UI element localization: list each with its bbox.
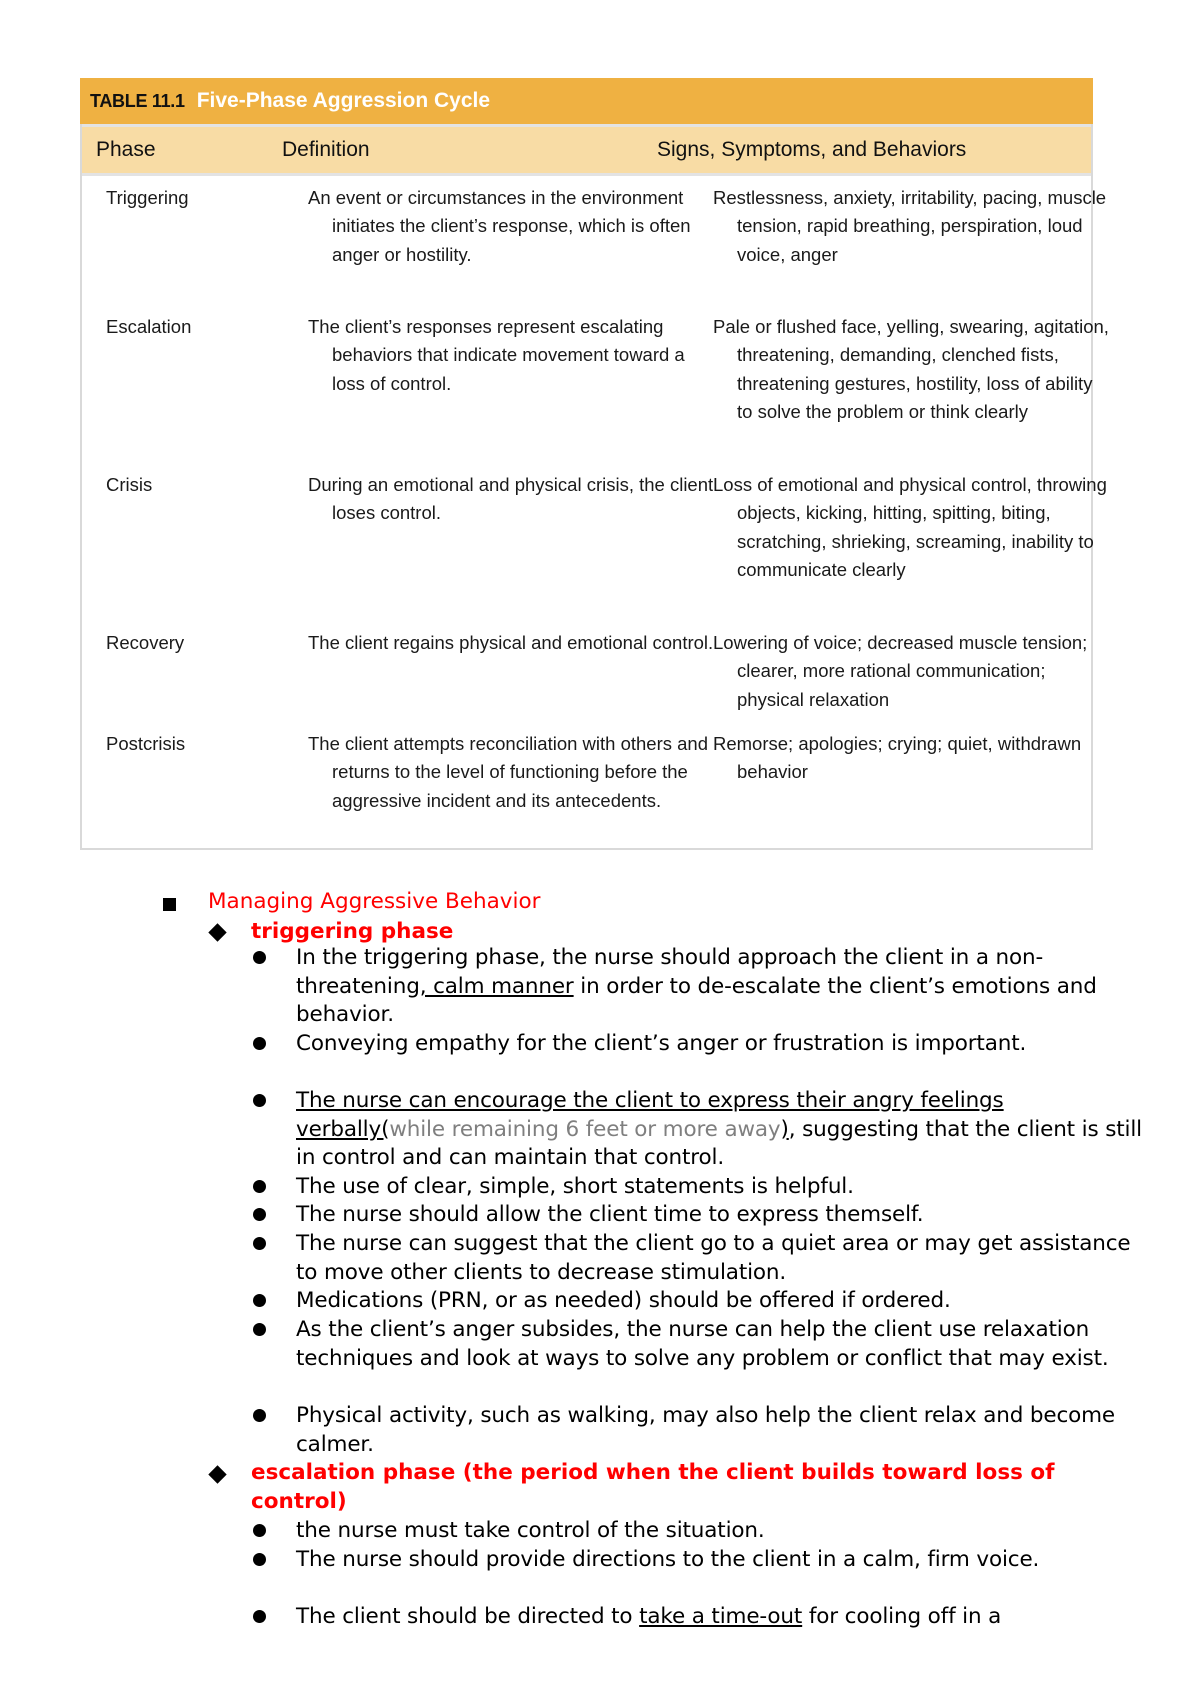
dot-bullet-icon bbox=[253, 1294, 266, 1307]
underlined-text: ) bbox=[780, 1116, 789, 1142]
list-item: The nurse should allow the client time to express themself. bbox=[296, 1202, 924, 1227]
list-item bbox=[296, 1603, 1146, 1632]
phase-cell: Escalation bbox=[106, 316, 192, 337]
table-title-bar bbox=[80, 78, 1093, 124]
definition-cell: The client regains physical and emotional control. bbox=[308, 632, 714, 653]
gray-text: while remaining 6 feet or more away bbox=[389, 1116, 781, 1142]
section-title-escalation: escalation phase (the period when the client builds toward loss of control) bbox=[251, 1460, 1055, 1514]
column-header-definition: Definition bbox=[282, 138, 370, 161]
list-item bbox=[296, 1087, 1146, 1173]
text: in order to de-escalate the client’s emotions and behavior. bbox=[296, 973, 1097, 1027]
text: In the triggering phase, the nurse should approach the client in a non-threatening bbox=[296, 945, 1044, 999]
definition-cell: The client attempts reconciliation with others and returns to the level of functioning before the aggressive incident and its antecedents. bbox=[308, 733, 709, 811]
underlined-text: The nurse can encourage the client to express their angry feelings verbally( bbox=[296, 1088, 1004, 1142]
list-item: Conveying empathy for the client’s anger or frustration is important. bbox=[296, 1031, 1027, 1056]
phase-cell: Crisis bbox=[106, 474, 153, 495]
signs-cell: Loss of emotional and physical control, throwing objects, kicking, hitting, spitting, biting, scratching, shrieking, screaming, inability to communicate clearly bbox=[713, 474, 1107, 581]
table-title: Five-Phase Aggression Cycle bbox=[196, 89, 491, 112]
dot-bullet-icon bbox=[253, 1610, 266, 1623]
list-item: The use of clear, simple, short statements is helpful. bbox=[296, 1174, 854, 1199]
phase-cell: Triggering bbox=[106, 187, 189, 208]
column-header-phase: Phase bbox=[96, 138, 156, 161]
signs-cell: Lowering of voice; decreased muscle tension; clearer, more rational communication; physical relaxation bbox=[713, 632, 1088, 710]
phase-cell: Recovery bbox=[106, 632, 185, 653]
definition-cell: The client’s responses represent escalating behaviors that indicate movement toward a loss of control. bbox=[308, 316, 685, 394]
dot-bullet-icon bbox=[253, 1553, 266, 1566]
diamond-bullet-icon bbox=[208, 923, 226, 941]
list-item: the nurse must take control of the situation. bbox=[296, 1518, 765, 1543]
dot-bullet-icon bbox=[253, 1524, 266, 1537]
dot-bullet-icon bbox=[253, 1094, 266, 1107]
list-item bbox=[296, 944, 1146, 1030]
dot-bullet-icon bbox=[253, 1180, 266, 1193]
definition-cell: During an emotional and physical crisis, the client loses control. bbox=[308, 474, 714, 524]
aggression-cycle-table bbox=[80, 78, 1109, 850]
table-number: TABLE 11.1 bbox=[90, 90, 185, 111]
list-item: The nurse can suggest that the client go to a quiet area or may get assistance to move other clients to decrease stimulation. bbox=[296, 1231, 1131, 1285]
dot-bullet-icon bbox=[253, 1208, 266, 1221]
list-item: The nurse should provide directions to the client in a calm, firm voice. bbox=[296, 1547, 1040, 1572]
table-body bbox=[82, 176, 1109, 848]
text: The client should be directed to bbox=[296, 1604, 640, 1629]
list-item: As the client’s anger subsides, the nurse can help the client use relaxation techniques and look at ways to solve any problem or conflict that may exist. bbox=[296, 1317, 1109, 1371]
column-header-signs: Signs, Symptoms, and Behaviors bbox=[657, 138, 967, 161]
dot-bullet-icon bbox=[253, 951, 266, 964]
definition-cell: An event or circumstances in the environment initiates the client’s response, which is often anger or hostility. bbox=[308, 187, 691, 265]
diamond-bullet-icon bbox=[208, 1465, 226, 1483]
dot-bullet-icon bbox=[253, 1037, 266, 1050]
text: , suggesting that the client is still in control and can maintain that control. bbox=[296, 1116, 1143, 1170]
square-bullet-icon bbox=[163, 898, 176, 911]
table-header-row bbox=[82, 124, 1091, 176]
notes-heading: Managing Aggressive Behavior bbox=[208, 889, 541, 914]
text: for cooling off in a bbox=[802, 1604, 1002, 1629]
phase-cell: Postcrisis bbox=[106, 733, 186, 754]
signs-cell: Pale or flushed face, yelling, swearing, agitation, threatening, demanding, clenched fists, threatening gestures, hostility, loss of ability to solve the problem or think clearly bbox=[713, 316, 1109, 423]
underlined-text: , calm manner bbox=[419, 973, 574, 999]
list-item: Physical activity, such as walking, may also help the client relax and become calmer. bbox=[296, 1403, 1116, 1457]
dot-bullet-icon bbox=[253, 1323, 266, 1336]
signs-cell: Remorse; apologies; crying; quiet, withdrawn behavior bbox=[713, 733, 1082, 783]
dot-bullet-icon bbox=[253, 1237, 266, 1250]
list-item: Medications (PRN, or as needed) should be offered if ordered. bbox=[296, 1288, 951, 1313]
underlined-text: take a time-out bbox=[639, 1604, 803, 1629]
signs-cell: Restlessness, anxiety, irritability, pacing, muscle tension, rapid breathing, perspiration, loud voice, anger bbox=[713, 187, 1107, 265]
dot-bullet-icon bbox=[253, 1409, 266, 1422]
section-title-triggering: triggering phase bbox=[251, 919, 454, 944]
